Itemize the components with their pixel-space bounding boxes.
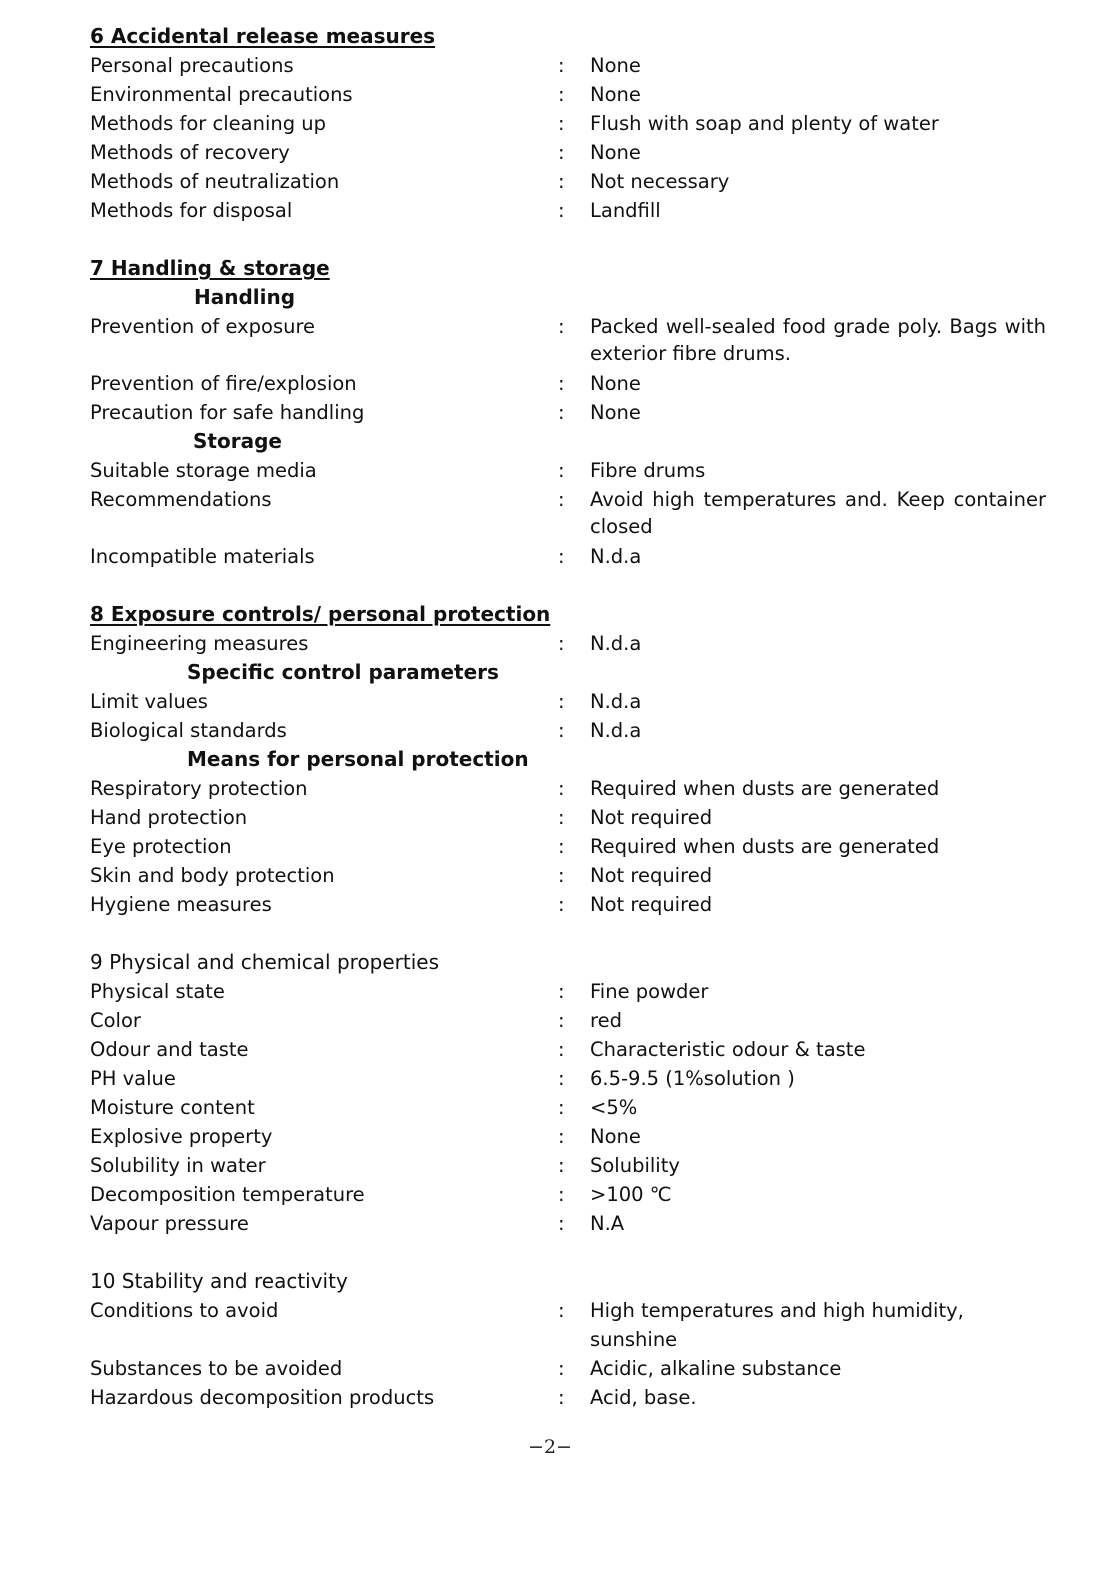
property-row [90,51,1050,80]
separator: : [558,806,565,829]
separator: : [558,864,565,887]
property-value: N.d.a [590,690,642,713]
separator: : [558,1386,565,1409]
property-value: Required when dusts are generated [590,835,940,858]
property-row [90,1354,1050,1383]
subsection-title-storage: Storage [193,429,282,453]
section-title: 8 Exposure controls/ personal protection [90,602,551,626]
property-row [90,629,1050,658]
separator: : [558,459,565,482]
property-row [90,167,1050,196]
section-exposure-controls [90,600,1050,919]
section-title: 6 Accidental release measures [90,24,436,48]
property-label: Hygiene measures [90,893,272,916]
property-row [90,1093,1050,1122]
property-row [90,456,1050,485]
property-value: N.A [590,1212,625,1235]
separator: : [558,54,565,77]
property-row [90,1122,1050,1151]
property-row [90,716,1050,745]
property-row [90,1383,1050,1412]
property-value: None [590,372,641,395]
property-label: Odour and taste [90,1038,249,1061]
property-value: Packed well-sealed food grade poly. Bags with exterior fibre drums. [590,315,1046,365]
property-value: Not required [590,893,713,916]
property-value: N.d.a [590,719,642,742]
property-label: Methods for disposal [90,199,293,222]
separator: : [558,1357,565,1380]
separator: : [558,1154,565,1177]
property-row [90,861,1050,890]
property-value: N.d.a [590,545,642,568]
separator: : [558,1009,565,1032]
property-value: Avoid high temperatures and. Keep container closed [590,488,1046,538]
property-value: red [590,1009,622,1032]
separator: : [558,1299,565,1322]
property-label: Methods of recovery [90,141,290,164]
property-label: Recommendations [90,488,272,511]
separator: : [558,83,565,106]
separator: : [558,401,565,424]
property-value: >100 ℃ [590,1183,672,1206]
subsection-title-personal-protection: Means for personal protection [187,747,529,771]
property-row [90,109,1050,138]
property-value: Not required [590,864,713,887]
separator: : [558,372,565,395]
separator: : [558,719,565,742]
property-label: Moisture content [90,1096,255,1119]
property-row [90,774,1050,803]
property-value: Not required [590,806,713,829]
property-value: 6.5-9.5 (1%solution ) [590,1067,795,1090]
property-label: Personal precautions [90,54,294,77]
property-label: Skin and body protection [90,864,335,887]
section-physical-chemical [90,948,1050,1238]
separator: : [558,632,565,655]
property-row [90,1064,1050,1093]
property-label: PH value [90,1067,176,1090]
property-row [90,687,1050,716]
property-label: Precaution for safe handling [90,401,365,424]
property-label: Methods of neutralization [90,170,340,193]
separator: : [558,170,565,193]
section-title: 10 Stability and reactivity [90,1269,348,1293]
separator: : [558,690,565,713]
property-value: None [590,83,641,106]
property-value: Required when dusts are generated [590,777,940,800]
property-value: Fibre drums [590,459,706,482]
separator: : [558,488,565,511]
property-row [90,398,1050,427]
separator: : [558,141,565,164]
separator: : [558,1096,565,1119]
subsection-title-handling: Handling [194,285,296,309]
property-value: None [590,54,641,77]
property-row [90,1035,1050,1064]
subsection-title-control-parameters: Specific control parameters [187,660,499,684]
property-value: Solubility [590,1154,680,1177]
separator: : [558,315,565,338]
separator: : [558,835,565,858]
separator: : [558,777,565,800]
property-label: Prevention of fire/explosion [90,372,357,395]
separator: : [558,1125,565,1148]
property-value: Characteristic odour & taste [590,1038,866,1061]
property-label: Vapour pressure [90,1212,249,1235]
property-row [90,80,1050,109]
separator: : [558,545,565,568]
property-row [90,542,1050,571]
property-value: Not necessary [590,170,730,193]
section-handling-storage [90,254,1050,571]
property-label: Prevention of exposure [90,315,316,338]
property-label: Suitable storage media [90,459,317,482]
property-label: Biological standards [90,719,287,742]
section-title: 7 Handling & storage [90,256,330,280]
property-label: Color [90,1009,141,1032]
property-value: Flush with soap and plenty of water [590,112,939,135]
property-row [90,485,1050,542]
property-value: Acidic, alkaline substance [590,1357,842,1380]
property-row [90,803,1050,832]
property-row [90,138,1050,167]
property-value: Fine powder [590,980,709,1003]
section-accidental-release [90,22,1050,225]
page-number: −2− [528,1436,572,1458]
property-label: Methods for cleaning up [90,112,327,135]
property-value: High temperatures and high humidity, sunshine [590,1299,964,1351]
property-value: None [590,141,641,164]
property-value: None [590,401,641,424]
separator: : [558,112,565,135]
property-label: Explosive property [90,1125,273,1148]
property-value: Acid, base. [590,1386,697,1409]
property-label: Respiratory protection [90,777,308,800]
property-label: Conditions to avoid [90,1299,279,1322]
separator: : [558,980,565,1003]
document-content [90,22,1050,1441]
separator: : [558,1183,565,1206]
property-row [90,832,1050,861]
property-row [90,1180,1050,1209]
property-label: Eye protection [90,835,232,858]
property-row [90,977,1050,1006]
property-value: None [590,1125,641,1148]
property-label: Engineering measures [90,632,309,655]
property-row [90,1006,1050,1035]
separator: : [558,1212,565,1235]
property-row [90,890,1050,919]
separator: : [558,1067,565,1090]
property-row [90,196,1050,225]
property-label: Hand protection [90,806,248,829]
property-label: Decomposition temperature [90,1183,365,1206]
separator: : [558,199,565,222]
property-row [90,369,1050,398]
section-title: 9 Physical and chemical properties [90,950,440,974]
property-row [90,1296,1050,1354]
property-row [90,312,1050,369]
separator: : [558,1038,565,1061]
section-stability-reactivity [90,1267,1050,1412]
property-row [90,1209,1050,1238]
property-label: Solubility in water [90,1154,266,1177]
property-value: <5% [590,1096,638,1119]
property-label: Incompatible materials [90,545,315,568]
property-value: N.d.a [590,632,642,655]
separator: : [558,893,565,916]
property-label: Environmental precautions [90,83,353,106]
property-row [90,1151,1050,1180]
property-value: Landfill [590,199,661,222]
property-label: Substances to be avoided [90,1357,343,1380]
property-label: Physical state [90,980,225,1003]
property-label: Limit values [90,690,208,713]
property-label: Hazardous decomposition products [90,1386,435,1409]
